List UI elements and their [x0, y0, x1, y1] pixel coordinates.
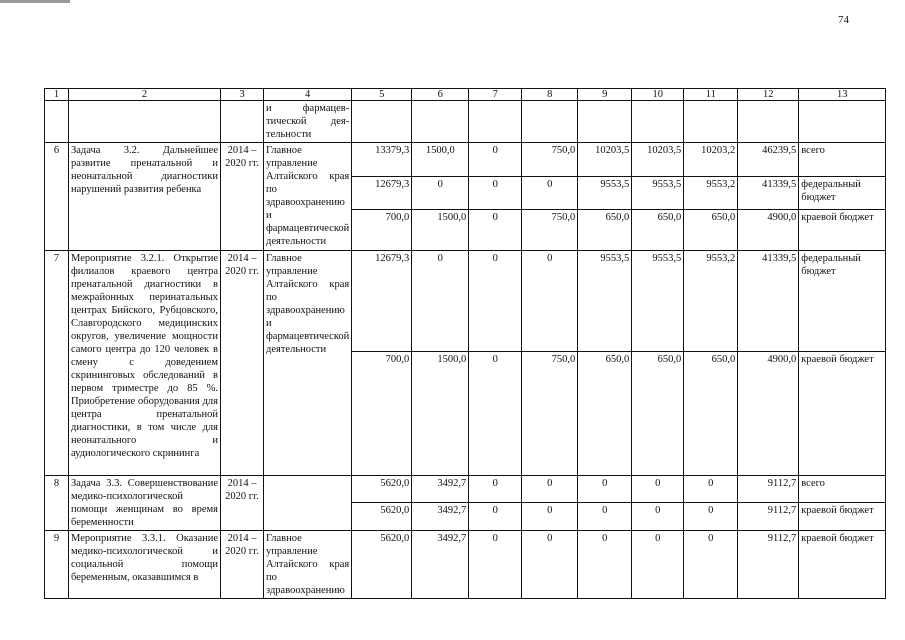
value-cell: 0 — [469, 251, 522, 352]
value-cell: 9553,5 — [632, 177, 684, 210]
value-cell: 5620,0 — [352, 476, 412, 503]
col-header: 11 — [684, 89, 738, 101]
table-row — [45, 251, 886, 352]
table-row — [45, 476, 886, 503]
col-header: 10 — [632, 89, 684, 101]
value-cell: 12679,3 — [352, 177, 412, 210]
value-cell: 0 — [578, 502, 632, 530]
value-cell: 0 — [684, 531, 738, 599]
value-cell: 9112,7 — [738, 476, 799, 503]
period-cell: 2014 – 2020 гг. — [221, 531, 264, 599]
table-row — [45, 101, 886, 143]
row-number: 8 — [45, 476, 69, 531]
value-cell: 0 — [469, 143, 522, 177]
period-cell: 2014 – 2020 гг. — [221, 251, 264, 476]
value-cell: 10203,2 — [684, 143, 738, 177]
value-cell: 13379,3 — [352, 143, 412, 177]
value-cell: 650,0 — [684, 210, 738, 251]
value-cell: 650,0 — [632, 352, 684, 476]
table-row — [45, 531, 886, 599]
value-cell: 750,0 — [522, 143, 578, 177]
value-cell: 0 — [469, 210, 522, 251]
value-cell: 9553,5 — [632, 251, 684, 352]
value-cell: 1500,0 — [412, 143, 469, 177]
col-header: 9 — [578, 89, 632, 101]
value-cell: 9112,7 — [738, 502, 799, 530]
value-cell: 12679,3 — [352, 251, 412, 352]
col-header: 12 — [738, 89, 799, 101]
value-cell: 9553,2 — [684, 177, 738, 210]
task-name-cell: Задача 3.2. Дальнейшее развитие пренатальной и неонатальной диагностики нарушений развития ребенка — [69, 143, 221, 251]
col-header: 6 — [412, 89, 469, 101]
executor-cell: Главное управление Алтайского края по здравоохранению и фармацевтической деятельности — [264, 143, 352, 251]
value-cell: 750,0 — [522, 210, 578, 251]
funding-source-cell: всего — [799, 476, 886, 503]
value-cell: 0 — [632, 476, 684, 503]
value-cell: 41339,5 — [738, 177, 799, 210]
value-cell: 0 — [522, 177, 578, 210]
value-cell: 650,0 — [578, 210, 632, 251]
value-cell: 9553,5 — [578, 177, 632, 210]
value-cell: 46239,5 — [738, 143, 799, 177]
value-cell: 0 — [684, 476, 738, 503]
scan-edge-mark — [0, 0, 70, 3]
period-cell: 2014 – 2020 гг. — [221, 143, 264, 251]
task-name-cell: Задача 3.3. Совершенствование медико-психологической помощи женщинам во время беременности — [69, 476, 221, 531]
value-cell: 0 — [469, 476, 522, 503]
page-number: 74 — [838, 14, 849, 26]
value-cell: 0 — [412, 177, 469, 210]
funding-source-cell: федеральный бюджет — [799, 251, 886, 352]
col-header: 1 — [45, 89, 69, 101]
executor-cell: Главное управление Алтайского края по здравоохранению и фармацевтической деятельности — [264, 251, 352, 476]
value-cell: 9553,5 — [578, 251, 632, 352]
value-cell: 650,0 — [578, 352, 632, 476]
value-cell: 750,0 — [522, 352, 578, 476]
task-name-cell: Мероприятие 3.2.1. Открытие филиалов краевого центра пренатальной диагностики в межрайонных перинатальных центрах Бийского, Рубцовского, Славгородского медицинских округов, увеличение мощности самого центра до 120 человек в смену с доведением скрининговых обследований в первом триместре до 85 %. Приобретение оборудования для центра пренатальной диагностики, в том числе для неонатального и аудиологического скрининга — [69, 251, 221, 476]
value-cell: 700,0 — [352, 210, 412, 251]
row-number: 6 — [45, 143, 69, 251]
value-cell: 0 — [522, 502, 578, 530]
value-cell: 0 — [522, 476, 578, 503]
col-header: 3 — [221, 89, 264, 101]
value-cell: 1500,0 — [412, 210, 469, 251]
executor-cell — [264, 476, 352, 531]
executor-cell: Главное управление Алтайского края по здравоохранению — [264, 531, 352, 599]
value-cell: 0 — [522, 531, 578, 599]
value-cell: 0 — [469, 352, 522, 476]
value-cell: 0 — [684, 502, 738, 530]
budget-table — [44, 88, 886, 599]
funding-source-cell: краевой бюджет — [799, 502, 886, 530]
value-cell: 0 — [469, 531, 522, 599]
value-cell: 5620,0 — [352, 502, 412, 530]
funding-source-cell: федеральный бюджет — [799, 177, 886, 210]
value-cell: 0 — [522, 251, 578, 352]
table-row — [45, 143, 886, 177]
header-row — [45, 89, 886, 101]
funding-source-cell: всего — [799, 143, 886, 177]
funding-source-cell: краевой бюджет — [799, 210, 886, 251]
value-cell: 700,0 — [352, 352, 412, 476]
col-header: 5 — [352, 89, 412, 101]
value-cell: 5620,0 — [352, 531, 412, 599]
value-cell: 0 — [469, 177, 522, 210]
funding-source-cell: краевой бюджет — [799, 531, 886, 599]
value-cell: 3492,7 — [412, 531, 469, 599]
executor-cell: и фармацев-тической дея-тельности — [264, 101, 352, 143]
col-header: 13 — [799, 89, 886, 101]
value-cell: 650,0 — [684, 352, 738, 476]
value-cell: 9553,2 — [684, 251, 738, 352]
value-cell: 0 — [578, 531, 632, 599]
value-cell: 9112,7 — [738, 531, 799, 599]
value-cell: 10203,5 — [632, 143, 684, 177]
value-cell: 1500,0 — [412, 352, 469, 476]
col-header: 4 — [264, 89, 352, 101]
col-header: 8 — [522, 89, 578, 101]
row-number: 7 — [45, 251, 69, 476]
value-cell: 0 — [578, 476, 632, 503]
value-cell: 3492,7 — [412, 476, 469, 503]
value-cell: 41339,5 — [738, 251, 799, 352]
value-cell: 4900,0 — [738, 352, 799, 476]
value-cell: 0 — [469, 502, 522, 530]
value-cell: 0 — [632, 502, 684, 530]
value-cell: 10203,5 — [578, 143, 632, 177]
value-cell: 650,0 — [632, 210, 684, 251]
period-cell: 2014 – 2020 гг. — [221, 476, 264, 531]
value-cell: 0 — [632, 531, 684, 599]
value-cell: 0 — [412, 251, 469, 352]
col-header: 7 — [469, 89, 522, 101]
value-cell: 4900,0 — [738, 210, 799, 251]
col-header: 2 — [69, 89, 221, 101]
row-number: 9 — [45, 531, 69, 599]
value-cell: 3492,7 — [412, 502, 469, 530]
funding-source-cell: краевой бюджет — [799, 352, 886, 476]
task-name-cell: Мероприятие 3.3.1. Оказание медико-психологической и социальной помощи беременным, оказавшимся в — [69, 531, 221, 599]
